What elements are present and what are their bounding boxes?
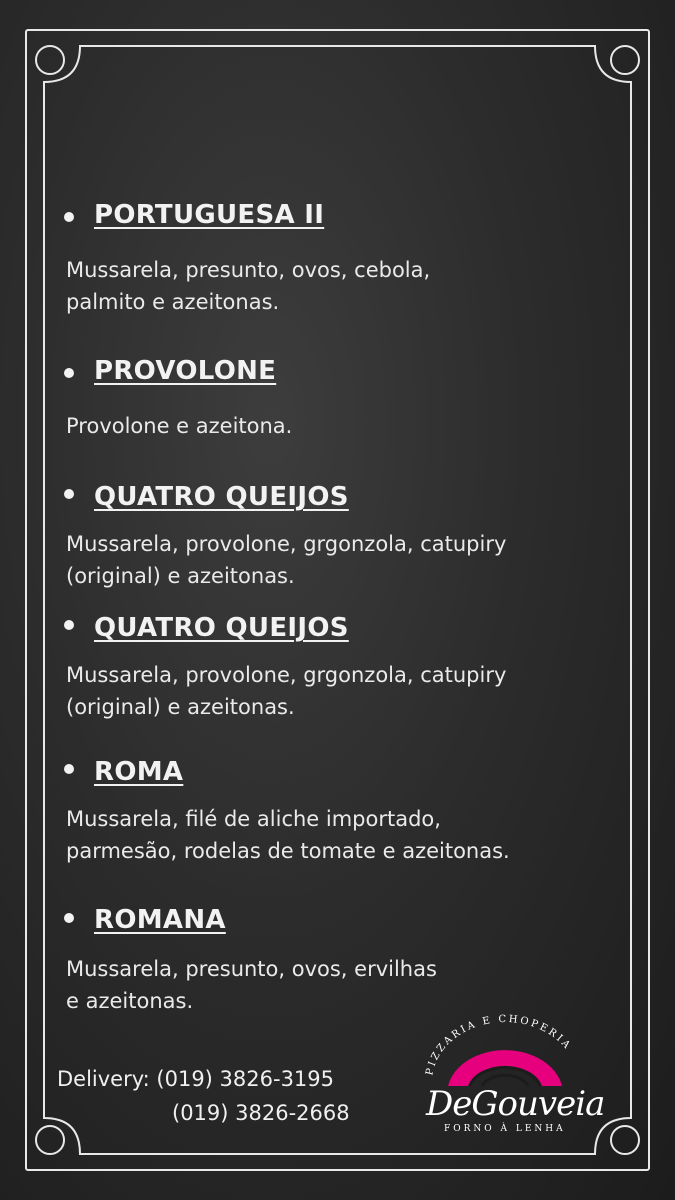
bullet-icon [64,212,74,222]
menu-item-title: ROMANA [94,905,226,935]
logo-brand-name: DeGouveia [426,1084,605,1124]
bullet-icon [64,489,74,499]
menu-item-title: PORTUGUESA II [94,200,325,230]
bullet-icon [64,620,74,630]
menu-item-title: PROVOLONE [94,356,277,386]
delivery-phone-1: (019) 3826-3195 [156,1067,335,1091]
logo-arc-icon [410,1010,600,1090]
bullet-icon [64,368,74,378]
menu-item-title: ROMA [94,757,184,787]
menu-item-description: Mussarela, presunto, ovos, ervilhas e azeitonas. [66,957,437,1013]
delivery-info [57,1062,350,1130]
menu-item-description: Mussarela, presunto, ovos, cebola, palmito e azeitonas. [66,258,431,314]
delivery-label: Delivery: [57,1067,150,1091]
menu-item-description: Provolone e azeitona. [66,414,293,438]
logo-subtitle: FORNO À LENHA [444,1124,566,1134]
menu-item-description: Mussarela, filé de aliche importado, parmesão, rodelas de tomate e azeitonas. [66,807,510,863]
menu-item-description: Mussarela, provolone, grgonzola, catupiry (original) e azeitonas. [66,663,507,719]
bullet-icon [64,913,74,923]
menu-item-title: QUATRO QUEIJOS [94,613,349,643]
brand-logo [410,1010,605,1140]
logo-arc-text: PIZZARIA E CHOPERIA [424,1013,574,1077]
delivery-phone-2: (019) 3826-2668 [172,1101,350,1125]
bullet-icon [64,764,74,774]
menu-item-title: QUATRO QUEIJOS [94,482,349,512]
menu-item-description: Mussarela, provolone, grgonzola, catupiry (original) e azeitonas. [66,532,507,588]
